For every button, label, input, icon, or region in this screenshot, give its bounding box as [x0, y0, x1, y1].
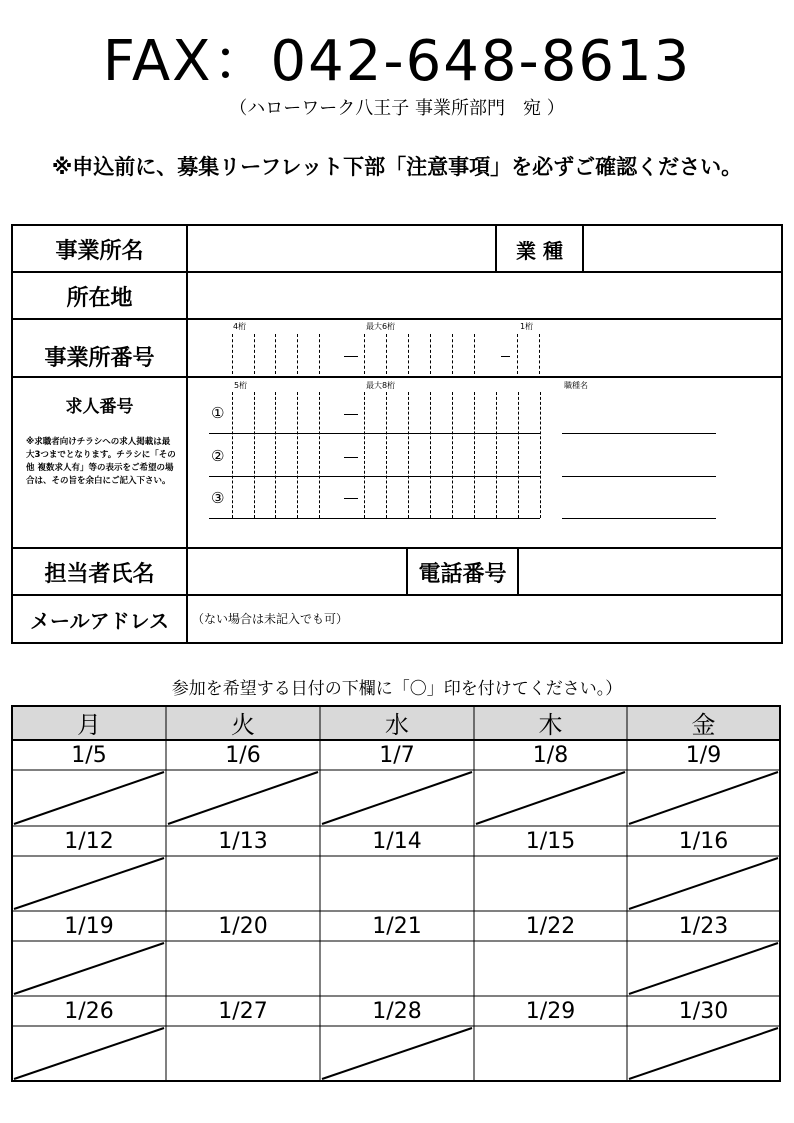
notice: ※申込前に、募集リーフレット下部「注意事項」を必ずご確認ください。	[51, 155, 743, 179]
date-cell: 1/19	[64, 914, 114, 939]
date-cell: 1/9	[685, 743, 722, 768]
date-cell: 1/15	[525, 829, 576, 854]
office-digits-hint-6: 最大6桁	[366, 322, 396, 331]
job-row-3-marker: ③	[211, 489, 225, 507]
date-cell: 1/8	[532, 743, 569, 768]
mark-cell-1-27[interactable]	[167, 1027, 319, 1080]
date-cell: 1/16	[678, 829, 729, 854]
date-cell: 1/27	[218, 999, 268, 1024]
date-cell: 1/14	[372, 829, 422, 854]
date-cell: 1/29	[525, 999, 576, 1024]
weekday-fri: 金	[691, 710, 716, 739]
weekday-tue: 火	[231, 710, 255, 739]
fax-number-title: FAX：042-648-8613	[102, 29, 692, 94]
office-number-label: 事業所番号	[44, 345, 155, 371]
job-digits-hint-5: 5桁	[234, 381, 248, 390]
office-digits-hint-1: 1桁	[520, 322, 534, 331]
date-cell: 1/26	[64, 999, 114, 1024]
date-cell: 1/21	[372, 914, 422, 939]
job-number-label: 求人番号	[65, 396, 134, 417]
calendar-instruction: 参加を希望する日付の下欄に「〇」印を付けてください。）	[171, 679, 623, 699]
date-cell: 1/20	[218, 914, 268, 939]
mark-cell-1-15[interactable]	[475, 857, 626, 910]
company-name-label: 事業所名	[55, 238, 144, 264]
date-cell: 1/5	[71, 743, 107, 768]
email-note: （ない場合は未記入でも可）	[192, 612, 349, 626]
phone-label: 電話番号	[418, 561, 507, 587]
addressee: （ハローワーク八王子 事業所部門 宛 ）	[229, 98, 565, 119]
job-row-1-marker: ①	[211, 404, 225, 422]
date-cell: 1/12	[64, 829, 114, 854]
email-label: メールアドレス	[30, 608, 169, 633]
contact-person-label: 担当者氏名	[44, 561, 155, 587]
weekday-mon: 月	[77, 710, 101, 739]
job-number-note: ※求職者向けチラシへの求人掲載は最大3つまでとなります。チラシに「その他 複数求人有」等の表示をご希望の場合は、その旨を余白にご記入下さい。	[26, 437, 176, 486]
date-cell: 1/13	[218, 829, 268, 854]
weekday-wed: 水	[385, 710, 409, 739]
job-digits-hint-8: 最大8桁	[366, 381, 396, 390]
location-label: 所在地	[66, 285, 133, 311]
date-cell: 1/23	[678, 914, 729, 939]
mark-cell-1-14[interactable]	[321, 857, 473, 910]
mark-cell-1-13[interactable]	[167, 857, 319, 910]
industry-label: 業 種	[516, 238, 563, 263]
date-cell: 1/6	[225, 743, 261, 768]
mark-cell-1-29[interactable]	[475, 1027, 626, 1080]
weekday-thu: 木	[538, 710, 563, 739]
date-cell: 1/22	[525, 914, 576, 939]
office-digits-hint-4: 4桁	[233, 322, 247, 331]
date-cell: 1/30	[678, 999, 729, 1024]
mark-cell-1-22[interactable]	[475, 942, 626, 995]
date-cell: 1/7	[379, 743, 415, 768]
mark-cell-1-21[interactable]	[321, 942, 473, 995]
date-cell: 1/28	[372, 999, 422, 1024]
mark-cell-1-20[interactable]	[167, 942, 319, 995]
job-row-2-marker: ②	[211, 447, 225, 465]
job-title-hint: 職種名	[564, 381, 588, 390]
